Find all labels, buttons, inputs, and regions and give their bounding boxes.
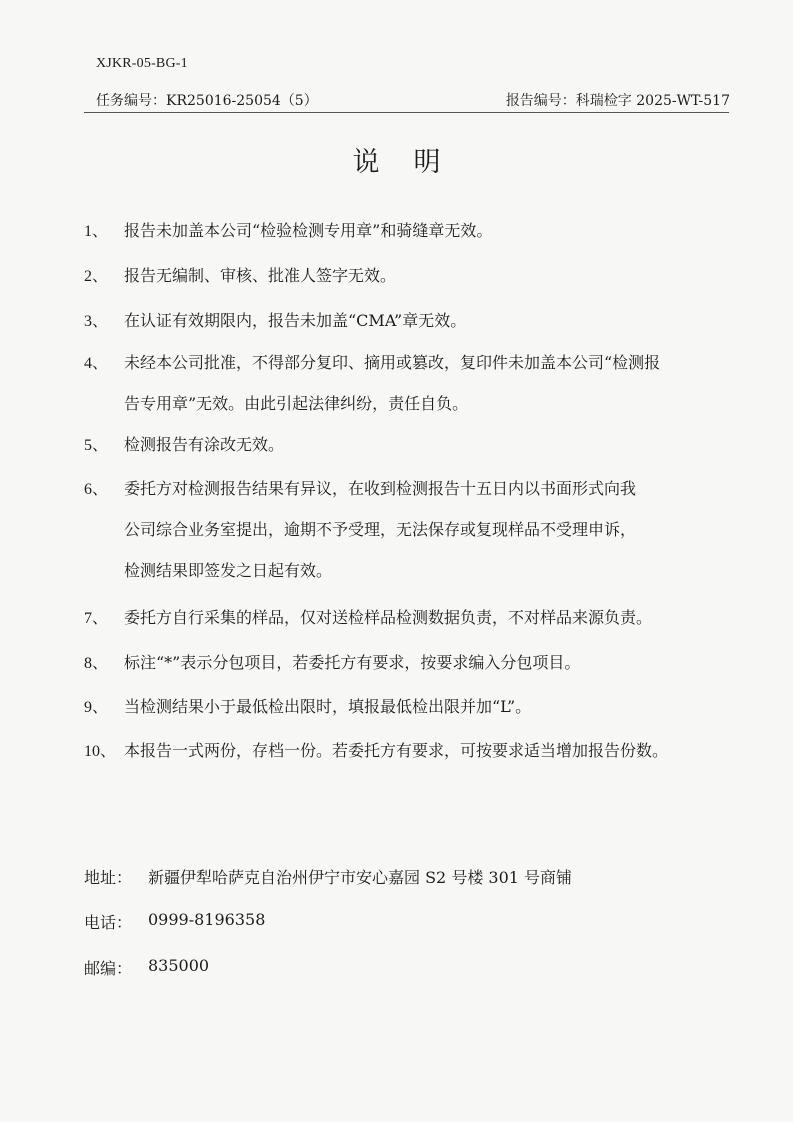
note-text-line: 委托方对检测报告结果有异议，在收到检测报告十五日内以书面形式向我 <box>124 479 637 498</box>
note-text-line: 报告未加盖本公司“检验检测专用章”和骑缝章无效。 <box>124 221 493 240</box>
note-text-line: 公司综合业务室提出，逾期不予受理，无法保存或复现样品不受理申诉， <box>124 520 637 539</box>
note-text-line: 报告无编制、审核、批准人签字无效。 <box>124 266 397 285</box>
phone-value: 0999-8196358 <box>148 910 266 929</box>
document-code: XJKR-05-BG-1 <box>96 56 188 71</box>
page-title: 说明 <box>352 147 475 178</box>
note-text-line: 委托方自行采集的样品，仅对送检样品检测数据负责，不对样品来源负责。 <box>124 608 653 627</box>
task-number: 任务编号：KR25016-25054（5） <box>96 93 318 109</box>
note-text-line: 检测结果即签发之日起有效。 <box>124 561 333 580</box>
note-number: 5、 <box>84 437 109 454</box>
note-text-line: 检测报告有涂改无效。 <box>124 435 285 454</box>
note-number: 4、 <box>84 355 109 372</box>
note-number: 7、 <box>84 610 109 627</box>
note-text-line: 告专用章”无效。由此引起法律纠纷，责任自负。 <box>124 394 469 413</box>
note-number: 8、 <box>84 655 109 672</box>
note-number: 3、 <box>84 313 109 330</box>
address-label: 地址： <box>84 868 133 887</box>
header-divider <box>84 112 729 113</box>
report-number: 报告编号：科瑞检字 2025-WT-517 <box>505 93 730 109</box>
note-number: 2、 <box>84 268 109 285</box>
note-number: 10、 <box>84 743 117 760</box>
note-text-line: 当检测结果小于最低检出限时，填报最低检出限并加“L”。 <box>124 697 532 716</box>
note-text-line: 本报告一式两份，存档一份。若委托方有要求，可按要求适当增加报告份数。 <box>124 741 669 760</box>
note-text-line: 标注“*”表示分包项目，若委托方有要求，按要求编入分包项目。 <box>124 653 581 672</box>
address-value: 新疆伊犁哈萨克自治州伊宁市安心嘉园 S2 号楼 301 号商铺 <box>148 868 573 887</box>
phone-label: 电话： <box>84 913 133 932</box>
note-text-line: 在认证有效期限内，报告未加盖“CMA”章无效。 <box>124 311 467 330</box>
postcode-label: 邮编： <box>84 959 133 978</box>
note-number: 1、 <box>84 223 109 240</box>
note-text-line: 未经本公司批准，不得部分复印、摘用或篡改，复印件未加盖本公司“检测报 <box>124 353 661 372</box>
note-number: 9、 <box>84 699 109 716</box>
note-number: 6、 <box>84 481 109 498</box>
postcode-value: 835000 <box>148 956 210 975</box>
